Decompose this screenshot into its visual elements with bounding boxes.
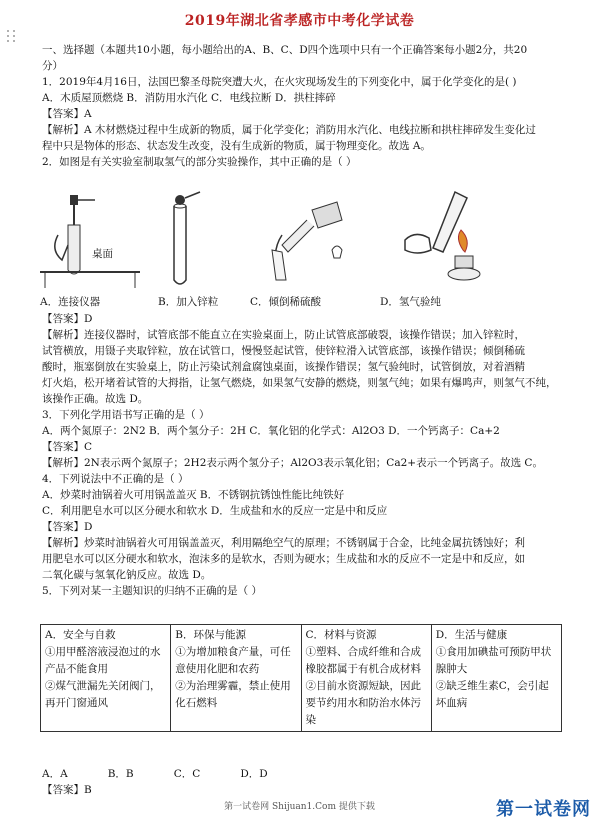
q5-stem: 5．下列对某一主题知识的归纳不正确的是（ ）: [42, 585, 263, 597]
figure-add-zinc: [160, 190, 210, 294]
cell-heading: D．生活与健康: [435, 629, 508, 641]
q1-analysis-cont: 程中只是物体的形态、状态发生改变，没有生成新的物质，属于物理变化。故选 A。: [42, 140, 431, 152]
cell-item: ①为增加粮食产量，可任意使用化肥和农药: [175, 646, 291, 675]
q5-knowledge-table: [40, 624, 562, 732]
page-footer: 第一试卷网 Shijuan1.Com 提供下载: [224, 802, 375, 812]
q2-stem: 2．如图是有关实验室制取氢气的部分实验操作，其中正确的是（ ）: [42, 156, 357, 168]
q2-q5-content: [42, 311, 562, 599]
q1-answer: 【答案】A: [42, 108, 92, 120]
cell-heading: C．材料与资源: [305, 629, 377, 641]
cell-item: ②为治理雾霾，禁止使用化石燃料: [175, 680, 291, 709]
drag-handle-icon[interactable]: [7, 30, 21, 44]
q2-analysis-1: 【解析】连接仪器时，试管底部不能直立在实验桌面上，防止试管底部破裂，该操作错误；加入锌粒时，: [42, 329, 525, 341]
page-title: 2019年湖北省孝感市中考化学试卷: [184, 13, 415, 29]
q3-answer: 【答案】C: [42, 441, 93, 453]
q5-options: A．A B．B C．C D．D: [42, 768, 268, 780]
q1-stem: 1．2019年4月16日，法国巴黎圣母院突遭大火，在火灾现场发生的下列变化中，属于化学变化的是( ): [42, 76, 517, 88]
q4-answer: 【答案】D: [42, 521, 93, 533]
q4-options-2: C．利用肥皂水可以区分硬水和软水 D．生成盐和水的反应一定是中和反应: [42, 505, 388, 517]
cell-item: ②缺乏维生素C，会引起坏血病: [435, 680, 549, 709]
section-intro: [42, 42, 562, 170]
cell-item: ②煤气泄漏先关闭阀门，再开门窗通风: [45, 680, 161, 709]
q2-analysis-2: 试管横放，用镊子夹取锌粒，放在试管口，慢慢竖起试管，使锌粒滑入试管底部，该操作错误；倾倒稀硫: [42, 345, 525, 357]
q4-analysis-1: 【解析】炒菜时油锅着火可用锅盖盖灭，利用隔绝空气的原理；不锈钢属于合金，比纯金属抗锈蚀好；利: [42, 537, 525, 549]
cell-heading: B．环保与能源: [175, 629, 246, 641]
q2-option-d: D．氢气验纯: [380, 296, 441, 308]
q1-options: A．木质屋顶燃烧 B．消防用水汽化 C．电线拉断 D．拱柱摔碎: [42, 92, 336, 104]
cell-item: ①塑料、合成纤维和合成橡胶都属于有机合成材料: [305, 646, 421, 675]
q2-option-c: C．倾倒稀硫酸: [250, 296, 322, 308]
section-heading-cont: 分）: [42, 60, 63, 72]
table-cell-b: [171, 625, 301, 732]
q5-answer: 【答案】B: [42, 784, 92, 796]
q2-option-a: A．连接仪器: [40, 296, 101, 308]
q4-analysis-3: 二氧化碳与氢氧化钠反应。故选 D。: [42, 569, 212, 581]
q2-option-b: B．加入锌粒: [158, 296, 219, 308]
table-cell-c: [301, 625, 431, 732]
cell-heading: A．安全与自救: [45, 629, 116, 641]
cell-item: ①用甲醛溶液浸泡过的水产品不能食用: [45, 646, 161, 675]
q2-figures: [40, 190, 560, 315]
q2-analysis-5: 该操作正确。故选 D。: [42, 393, 149, 405]
table-cell-d: [431, 625, 561, 732]
q4-options-1: A．炒菜时油锅着火可用锅盖盖灭 B．不锈钢抗锈蚀性能比纯铁好: [42, 489, 345, 501]
brand-logo: 第一试卷网: [496, 799, 591, 820]
q2-analysis-3: 酸时，瓶塞倒放在实验桌上，防止污染试剂盒腐蚀桌面，该操作错误；氢气验纯时，试管倒放，对着酒精: [42, 361, 525, 373]
desk-label: 桌面: [92, 248, 113, 260]
q2-analysis-4: 灯火焰，松开堵着试管的大拇指，让氢气燃烧，如果氢气安静的燃烧，则氢气纯；如果有爆鸣声，则氢气不纯，: [42, 377, 557, 389]
cell-item: ②目前水资源短缺，因此要节约用水和防治水体污染: [305, 680, 421, 726]
figure-test-hydrogen: [385, 190, 495, 294]
q5-tail: [42, 766, 562, 798]
q1-analysis: 【解析】A 木材燃烧过程中生成新的物质，属于化学变化；消防用水汽化、电线拉断和拱柱摔碎发生变化过: [42, 124, 536, 136]
section-heading: 一、选择题（本题共10小题，每小题给出的A、B、C、D四个选项中只有一个正确答案每小题2分，共20: [42, 44, 528, 56]
table-cell-a: [41, 625, 171, 732]
figure-connect-apparatus: [40, 190, 150, 294]
q4-stem: 4．下列说法中不正确的是（ ）: [42, 473, 189, 485]
figure-pour-acid: [252, 190, 352, 294]
cell-item: ①食用加碘盐可预防甲状腺肿大: [435, 646, 552, 675]
q3-options: A．两个氮原子：2N2 B．两个氢分子：2H C．氧化铝的化学式：Al2O3 D．一个钙离子：Ca+2: [42, 425, 500, 437]
q4-analysis-2: 用肥皂水可以区分硬水和软水，泡沫多的是软水，否则为硬水；生成盐和水的反应不一定是中和反应，如: [42, 553, 525, 565]
q2-answer: 【答案】D: [42, 313, 93, 325]
q3-stem: 3．下列化学用语书写正确的是（ ）: [42, 409, 210, 421]
q3-analysis: 【解析】2N表示两个氮原子；2H2表示两个氢分子；Al2O3表示氧化铝；Ca2+表示一个钙离子。故选 C。: [42, 457, 543, 469]
